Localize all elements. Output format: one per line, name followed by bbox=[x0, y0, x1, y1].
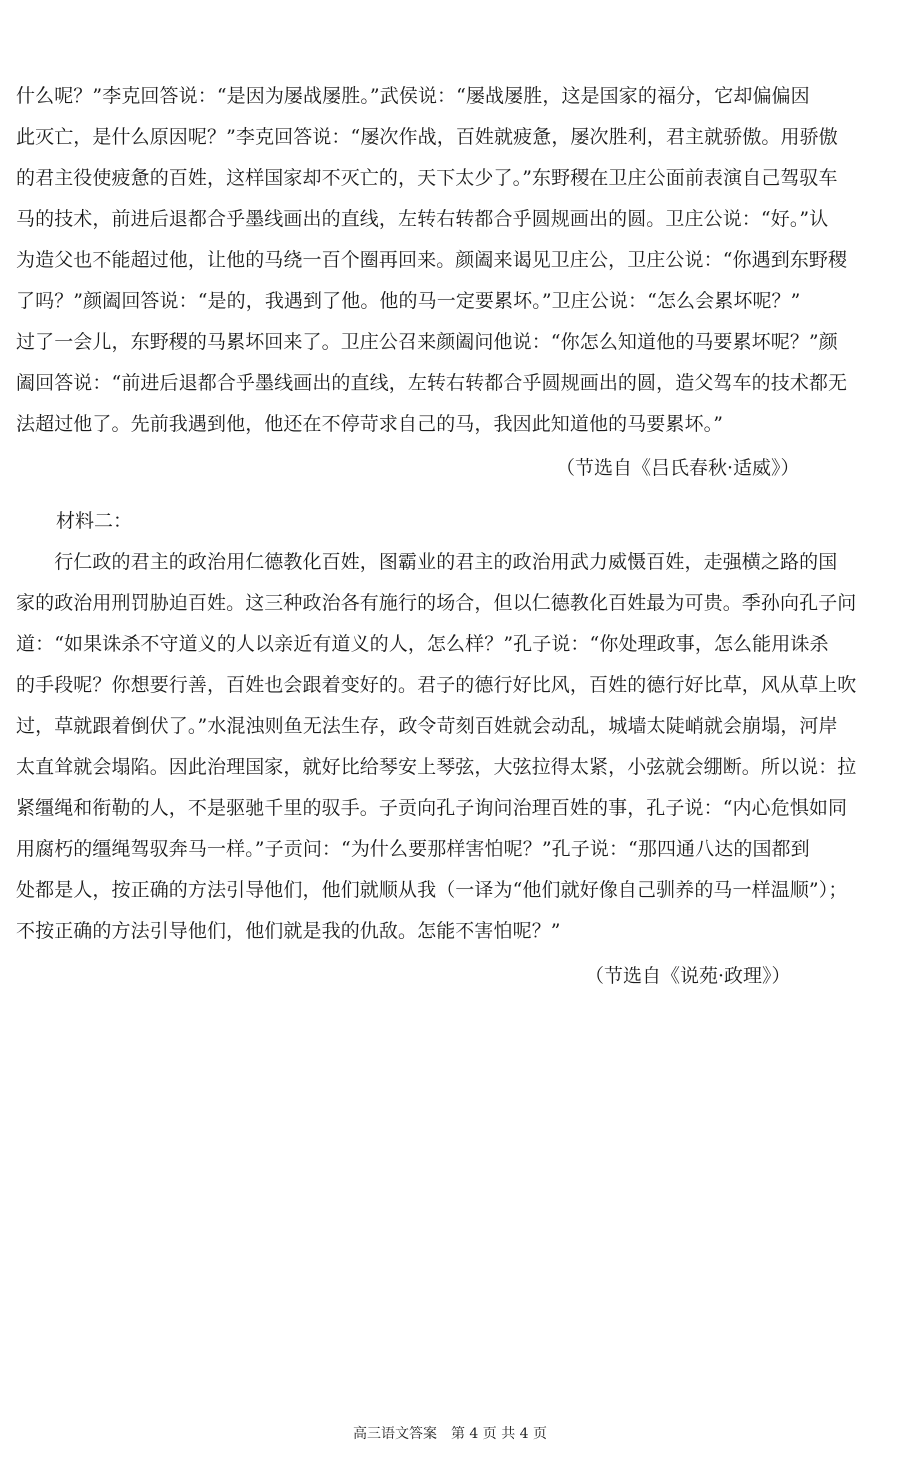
passage-line: 法超过他了。先前我遇到他，他还在不停苛求自己的马，我因此知道他的马要累坏。” bbox=[16, 413, 724, 435]
material-one-source: （节选自《吕氏春秋·适威》） bbox=[556, 457, 800, 479]
passage-line: 行仁政的君主的政治用仁德教化百姓，图霸业的君主的政治用武力威慑百姓，走强横之路的国 bbox=[16, 551, 838, 573]
material-two-heading: 材料二： bbox=[56, 510, 133, 532]
passage-line: 阖回答说：“前进后退都合乎墨线画出的直线，左转右转都合乎圆规画出的圆，造父驾车的技术都无 bbox=[16, 372, 848, 394]
material-two-source: （节选自《说苑·政理》） bbox=[585, 965, 791, 987]
page-footer: 高三语文答案 第 4 页 共 4 页 bbox=[352, 1426, 548, 1442]
passage-line: 的君主役使疲惫的百姓，这样国家却不灭亡的，天下太少了。”东野稷在卫庄公面前表演自己驾驭车 bbox=[16, 167, 838, 189]
passage-line: 不按正确的方法引导他们，他们就是我的仇敌。怎能不害怕呢？” bbox=[16, 920, 561, 942]
passage-line: 过了一会儿，东野稷的马累坏回来了。卫庄公召来颜阖问他说：“你怎么知道他的马要累坏呢？”颜 bbox=[16, 331, 838, 353]
passage-line: 马的技术，前进后退都合乎墨线画出的直线，左转右转都合乎圆规画出的圆。卫庄公说：“好。”认 bbox=[16, 208, 829, 230]
passage-line: 了吗？”颜阖回答说：“是的，我遇到了他。他的马一定要累坏。”卫庄公说：“怎么会累坏呢？” bbox=[16, 290, 801, 312]
passage-line: 处都是人，按正确的方法引导他们，他们就顺从我（一译为“他们就好像自己驯养的马一样温顺”）； bbox=[16, 879, 848, 901]
passage-line: 的手段呢？你想要行善，百姓也会跟着变好的。君子的德行好比风，百姓的德行好比草，风从草上吹 bbox=[16, 674, 857, 696]
passage-line: 太直耸就会塌陷。因此治理国家，就好比给琴安上琴弦，大弦拉得太紧，小弦就会绷断。所以说：拉 bbox=[16, 756, 857, 778]
passage-line: 过，草就跟着倒伏了。”水混浊则鱼无法生存，政令苛刻百姓就会动乱，城墙太陡峭就会崩塌，河岸 bbox=[16, 715, 838, 737]
passage-line: 为造父也不能超过他，让他的马绕一百个圈再回来。颜阖来谒见卫庄公，卫庄公说：“你遇到东野稷 bbox=[16, 249, 848, 271]
passage-line: 此灭亡，是什么原因呢？”李克回答说：“屡次作战，百姓就疲惫，屡次胜利，君主就骄傲。用骄傲 bbox=[16, 126, 838, 148]
passage-line: 道：“如果诛杀不守道义的人以亲近有道义的人，怎么样？”孔子说：“你处理政事，怎么能用诛杀 bbox=[16, 633, 829, 655]
passage-line: 家的政治用刑罚胁迫百姓。这三种政治各有施行的场合，但以仁德教化百姓最为可贵。季孙向孔子问 bbox=[16, 592, 857, 614]
passage-line: 什么呢？”李克回答说：“是因为屡战屡胜。”武侯说：“屡战屡胜，这是国家的福分，它却偏偏因 bbox=[16, 85, 810, 107]
passage-line: 紧缰绳和衔勒的人，不是驱驰千里的驭手。子贡向孔子询问治理百姓的事，孔子说：“内心危惧如同 bbox=[16, 797, 848, 819]
passage-line: 用腐朽的缰绳驾驭奔马一样。”子贡问：“为什么要那样害怕呢？”孔子说：“那四通八达的国都到 bbox=[16, 838, 810, 860]
